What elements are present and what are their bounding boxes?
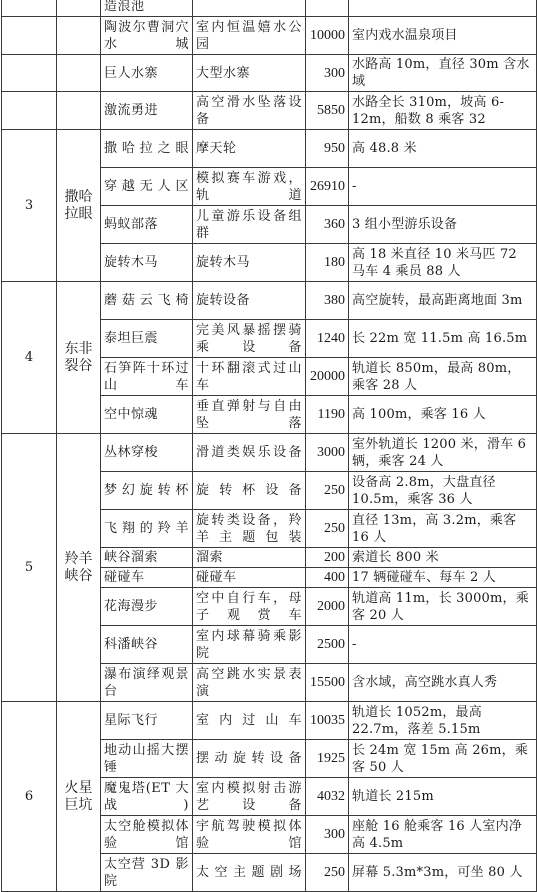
investment-value: 1190 (306, 396, 349, 434)
remark-text: 直径 13m，高 3.2m，乘客 16 人 (349, 510, 537, 548)
investment-value: 380 (306, 282, 349, 320)
remark-text: 室外轨道长 1200 米，滑车 6 辆，乘客 24 人 (349, 434, 537, 472)
remark-text: 轨道高 11m，长 3000m，乘客 20 人 (349, 588, 537, 626)
area-number: 6 (2, 702, 57, 892)
equipment-type: 滑道类娱乐设备 (193, 434, 306, 472)
attraction-name: 穿越无人区 (101, 168, 193, 206)
remark-text: 3 组小型游乐设备 (349, 206, 537, 244)
table-row (2, 92, 537, 130)
equipment-type: 大型水寨 (193, 55, 306, 92)
investment-value: 5850 (306, 92, 349, 130)
equipment-type: 高空滑水坠落设备 (193, 92, 306, 130)
equipment-type: 室内恒温嬉水公园 (193, 17, 306, 55)
equipment-type: 垂直弹射与自由坠落 (193, 396, 306, 434)
equipment-type: 儿童游乐设备组群 (193, 206, 306, 244)
equipment-type: 宇航驾驶模拟体验馆 (193, 816, 306, 854)
remark-text: 高 48.8 米 (349, 130, 537, 168)
attraction-name: 造浪池 (101, 0, 193, 17)
remark-text: 高 100m，乘客 16 人 (349, 396, 537, 434)
table-row (2, 55, 537, 92)
equipment-type: 完美风暴摇摆骑乘设备 (193, 320, 306, 358)
attraction-name: 空中惊魂 (101, 396, 193, 434)
attraction-name: 陶波尔曹洞穴水城 (101, 17, 193, 55)
investment-value: 20000 (306, 358, 349, 396)
attraction-name: 梦幻旋转杯 (101, 472, 193, 510)
area-name: 撒哈拉眼 (57, 130, 101, 282)
area-number: 4 (2, 282, 57, 434)
investment-value: 26910 (306, 168, 349, 206)
attraction-name: 巨人水寨 (101, 55, 193, 92)
investment-value: 360 (306, 206, 349, 244)
table-row (2, 434, 537, 472)
investment-value: 250 (306, 510, 349, 548)
remark-text: 屏幕 5.3m*3m，可坐 80 人 (349, 854, 537, 892)
investment-value: 10000 (306, 17, 349, 55)
remark-text: 索道长 800 米 (349, 548, 537, 568)
remark-text: 高 18 米直径 10 米马匹 72 马车 4 乘员 88 人 (349, 244, 537, 282)
attraction-name: 旋转木马 (101, 244, 193, 282)
table-row (2, 130, 537, 168)
equipment-type: 溜索 (193, 548, 306, 568)
investment-value: 1240 (306, 320, 349, 358)
remark-text: 含水域，高空跳水真人秀 (349, 664, 537, 702)
equipment-type: 空中自行车，母子观赏车 (193, 588, 306, 626)
remark-text (349, 0, 537, 17)
investment-value: 3000 (306, 434, 349, 472)
remark-text: 水路高 10m，直径 30m 含水域 (349, 55, 537, 92)
investment-value: 400 (306, 568, 349, 588)
investment-value (306, 0, 349, 17)
remark-text: 长 24m 宽 15m 高 26m，乘客 50 人 (349, 740, 537, 778)
equipment-type: 旋转设备 (193, 282, 306, 320)
equipment-type: 十环翻滚式过山车 (193, 358, 306, 396)
area-cell (57, 55, 101, 92)
investment-value: 4032 (306, 778, 349, 816)
number-cell (2, 17, 57, 55)
remark-text: 水路全长 310m，坡高 6-12m，船数 8 乘客 32 (349, 92, 537, 130)
remark-text: 设备高 2.8m，大盘直径 10.5m，乘客 36 人 (349, 472, 537, 510)
equipment-type: 旋转木马 (193, 244, 306, 282)
investment-value: 250 (306, 472, 349, 510)
investment-value: 300 (306, 55, 349, 92)
attraction-name: 蚂蚁部落 (101, 206, 193, 244)
area-cell (57, 92, 101, 130)
equipment-type: 旋转类设备，羚羊主题包装 (193, 510, 306, 548)
investment-value: 300 (306, 816, 349, 854)
attraction-name: 星际飞行 (101, 702, 193, 740)
attraction-name: 魔鬼塔(ET 大战) (101, 778, 193, 816)
equipment-type: 高空跳水实景表演 (193, 664, 306, 702)
investment-value: 10035 (306, 702, 349, 740)
attraction-name: 蘑菇云飞椅 (101, 282, 193, 320)
equipment-type: 模拟赛车游戏，轨道 (193, 168, 306, 206)
table-row (2, 17, 537, 55)
attraction-name: 花海漫步 (101, 588, 193, 626)
attraction-name: 瀑布演绎观景台 (101, 664, 193, 702)
investment-value: 180 (306, 244, 349, 282)
equipment-type: 室内球幕骑乘影院 (193, 626, 306, 664)
attraction-name: 撒哈拉之眼 (101, 130, 193, 168)
investment-value: 2500 (306, 626, 349, 664)
remark-text: 轨道长 215m (349, 778, 537, 816)
equipment-type: 旋转杯设备 (193, 472, 306, 510)
table-row (2, 0, 537, 17)
attraction-name: 太空舱模拟体验馆 (101, 816, 193, 854)
attraction-name: 激流勇进 (101, 92, 193, 130)
remark-text: - (349, 168, 537, 206)
attractions-table (1, 0, 537, 892)
remark-text: 17 辆碰碰车、每车 2 人 (349, 568, 537, 588)
attraction-name: 石笋阵十环过山车 (101, 358, 193, 396)
remark-text: 座舱 16 舱乘客 16 人室内净高 4.5m (349, 816, 537, 854)
attraction-name: 飞翔的羚羊 (101, 510, 193, 548)
attraction-name: 太空营 3D 影院 (101, 854, 193, 892)
remark-text: - (349, 626, 537, 664)
area-number: 3 (2, 130, 57, 282)
investment-value: 1925 (306, 740, 349, 778)
investment-value: 250 (306, 854, 349, 892)
investment-value: 15500 (306, 664, 349, 702)
investment-value: 950 (306, 130, 349, 168)
attraction-name: 科潘峡谷 (101, 626, 193, 664)
area-name: 火星巨坑 (57, 702, 101, 892)
equipment-type: 摩天轮 (193, 130, 306, 168)
table-row (2, 702, 537, 740)
remark-text: 长 22m 宽 11.5m 高 16.5m (349, 320, 537, 358)
table-row (2, 282, 537, 320)
investment-value: 200 (306, 548, 349, 568)
number-cell (2, 0, 57, 17)
area-cell (57, 0, 101, 17)
equipment-type: 碰碰车 (193, 568, 306, 588)
remark-text: 轨道长 1052m，最高 22.7m，落差 5.15m (349, 702, 537, 740)
attractions-table-body (2, 0, 537, 892)
equipment-type: 室内过山车 (193, 702, 306, 740)
area-cell (57, 17, 101, 55)
equipment-type (193, 0, 306, 17)
area-number: 5 (2, 434, 57, 702)
number-cell (2, 92, 57, 130)
attraction-name: 丛林穿梭 (101, 434, 193, 472)
investment-value: 2000 (306, 588, 349, 626)
remark-text: 轨道长 850m，最高 80m，乘客 28 人 (349, 358, 537, 396)
number-cell (2, 55, 57, 92)
remark-text: 室内戏水温泉项目 (349, 17, 537, 55)
attraction-name: 峡谷溜索 (101, 548, 193, 568)
attraction-name: 地动山摇大摆锤 (101, 740, 193, 778)
area-name: 东非裂谷 (57, 282, 101, 434)
equipment-type: 摆动旋转设备 (193, 740, 306, 778)
equipment-type: 室内模拟射击游艺设备 (193, 778, 306, 816)
attraction-name: 碰碰车 (101, 568, 193, 588)
area-name: 羚羊峡谷 (57, 434, 101, 702)
equipment-type: 太空主题剧场 (193, 854, 306, 892)
attraction-name: 泰坦巨震 (101, 320, 193, 358)
remark-text: 高空旋转，最高距离地面 3m (349, 282, 537, 320)
